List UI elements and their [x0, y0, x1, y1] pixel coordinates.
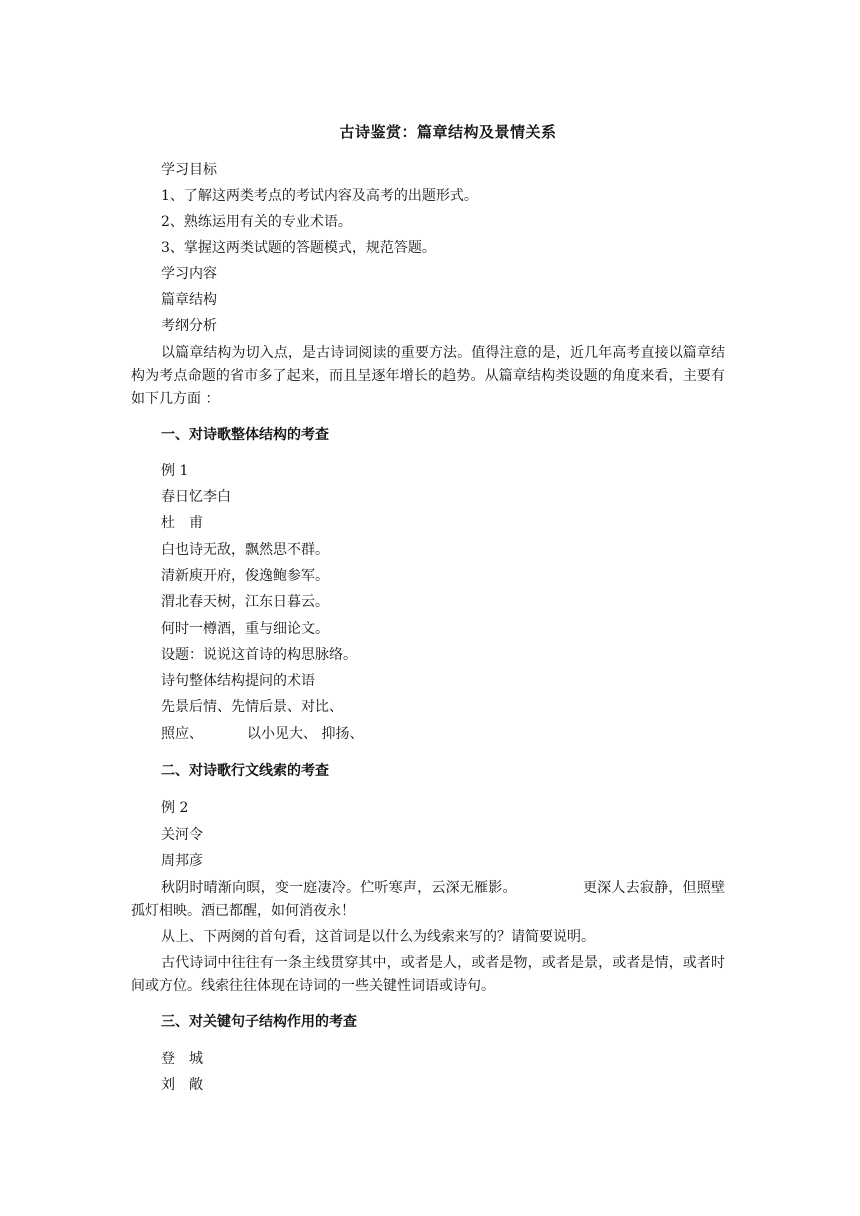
- terms-line: 先景后情、先情后景、对比、: [161, 699, 343, 715]
- objective-item: 2、熟练运用有关的专业术语。: [161, 214, 352, 230]
- terms-heading: 诗句整体结构提问的术语: [161, 673, 315, 689]
- explanation-paragraph: 古代诗词中往往有一条主线贯穿其中，或者是人，或者是物，或者是景，或者是情，或者时间或方位。线索往往体现在诗词的一些关键性词语或诗句。: [131, 955, 725, 994]
- poem-line: 白也诗无敌，飘然思不群。: [161, 542, 329, 558]
- terms-line: [161, 725, 363, 743]
- poem-line: 清新庾开府，俊逸鲍参军。: [161, 568, 329, 584]
- section-label: 篇章结构: [161, 292, 217, 308]
- poem-line: 渭北春天树，江东日暮云。: [161, 594, 329, 610]
- question: 设题：说说这首诗的构思脉络。: [161, 647, 357, 663]
- poem-author: 周邦彦: [161, 853, 203, 869]
- question: 从上、下两阕的首句看，这首词是以什么为线索来写的？请简要说明。: [161, 929, 595, 945]
- example-label: 例 1: [161, 463, 189, 479]
- objective-item: 1、了解这两类考点的考试内容及高考的出题形式。: [161, 188, 478, 204]
- poem-title: 关河令: [161, 827, 203, 843]
- poem-title: 春日忆李白: [161, 489, 231, 505]
- poem-line: 何时一樽酒，重与细论文。: [161, 621, 329, 637]
- term: 以小见大、: [247, 726, 317, 742]
- poem-text-b: 更深人去寂静，但照壁孤灯相映。酒已都醒，如何消夜永！: [131, 880, 726, 919]
- term: 抑扬、: [321, 726, 364, 742]
- poem-author: 刘 敞: [161, 1077, 203, 1093]
- poem-author: 杜 甫: [161, 515, 203, 531]
- content-heading: 学习内容: [161, 266, 217, 282]
- part2-heading: 二、对诗歌行文线索的考查: [161, 763, 329, 779]
- objective-item: 3、掌握这两类试题的答题模式，规范答题。: [161, 240, 436, 256]
- example-label: 例 2: [161, 800, 189, 816]
- poem-text: [131, 877, 725, 923]
- part1-heading: 一、对诗歌整体结构的考查: [161, 427, 329, 443]
- poem-text-a: 秋阴时晴渐向暝，变一庭凄冷。伫听寒声，云深无雁影。: [161, 880, 517, 896]
- intro-paragraph: 以篇章结构为切入点，是古诗词阅读的重要方法。值得注意的是，近几年高考直接以篇章结构为考点命题的省市多了起来，而且呈逐年增长的趋势。从篇章结构类设题的角度来看，主要有如下几方面 ：: [131, 345, 725, 407]
- objectives-heading: 学习目标: [161, 162, 217, 178]
- syllabus-heading: 考纲分析: [161, 318, 217, 334]
- document-title: 古诗鉴赏：篇章结构及景情关系: [339, 123, 557, 141]
- poem-title: 登 城: [161, 1051, 203, 1067]
- part3-heading: 三、对关键句子结构作用的考查: [161, 1014, 357, 1030]
- term: 照应、: [161, 726, 203, 742]
